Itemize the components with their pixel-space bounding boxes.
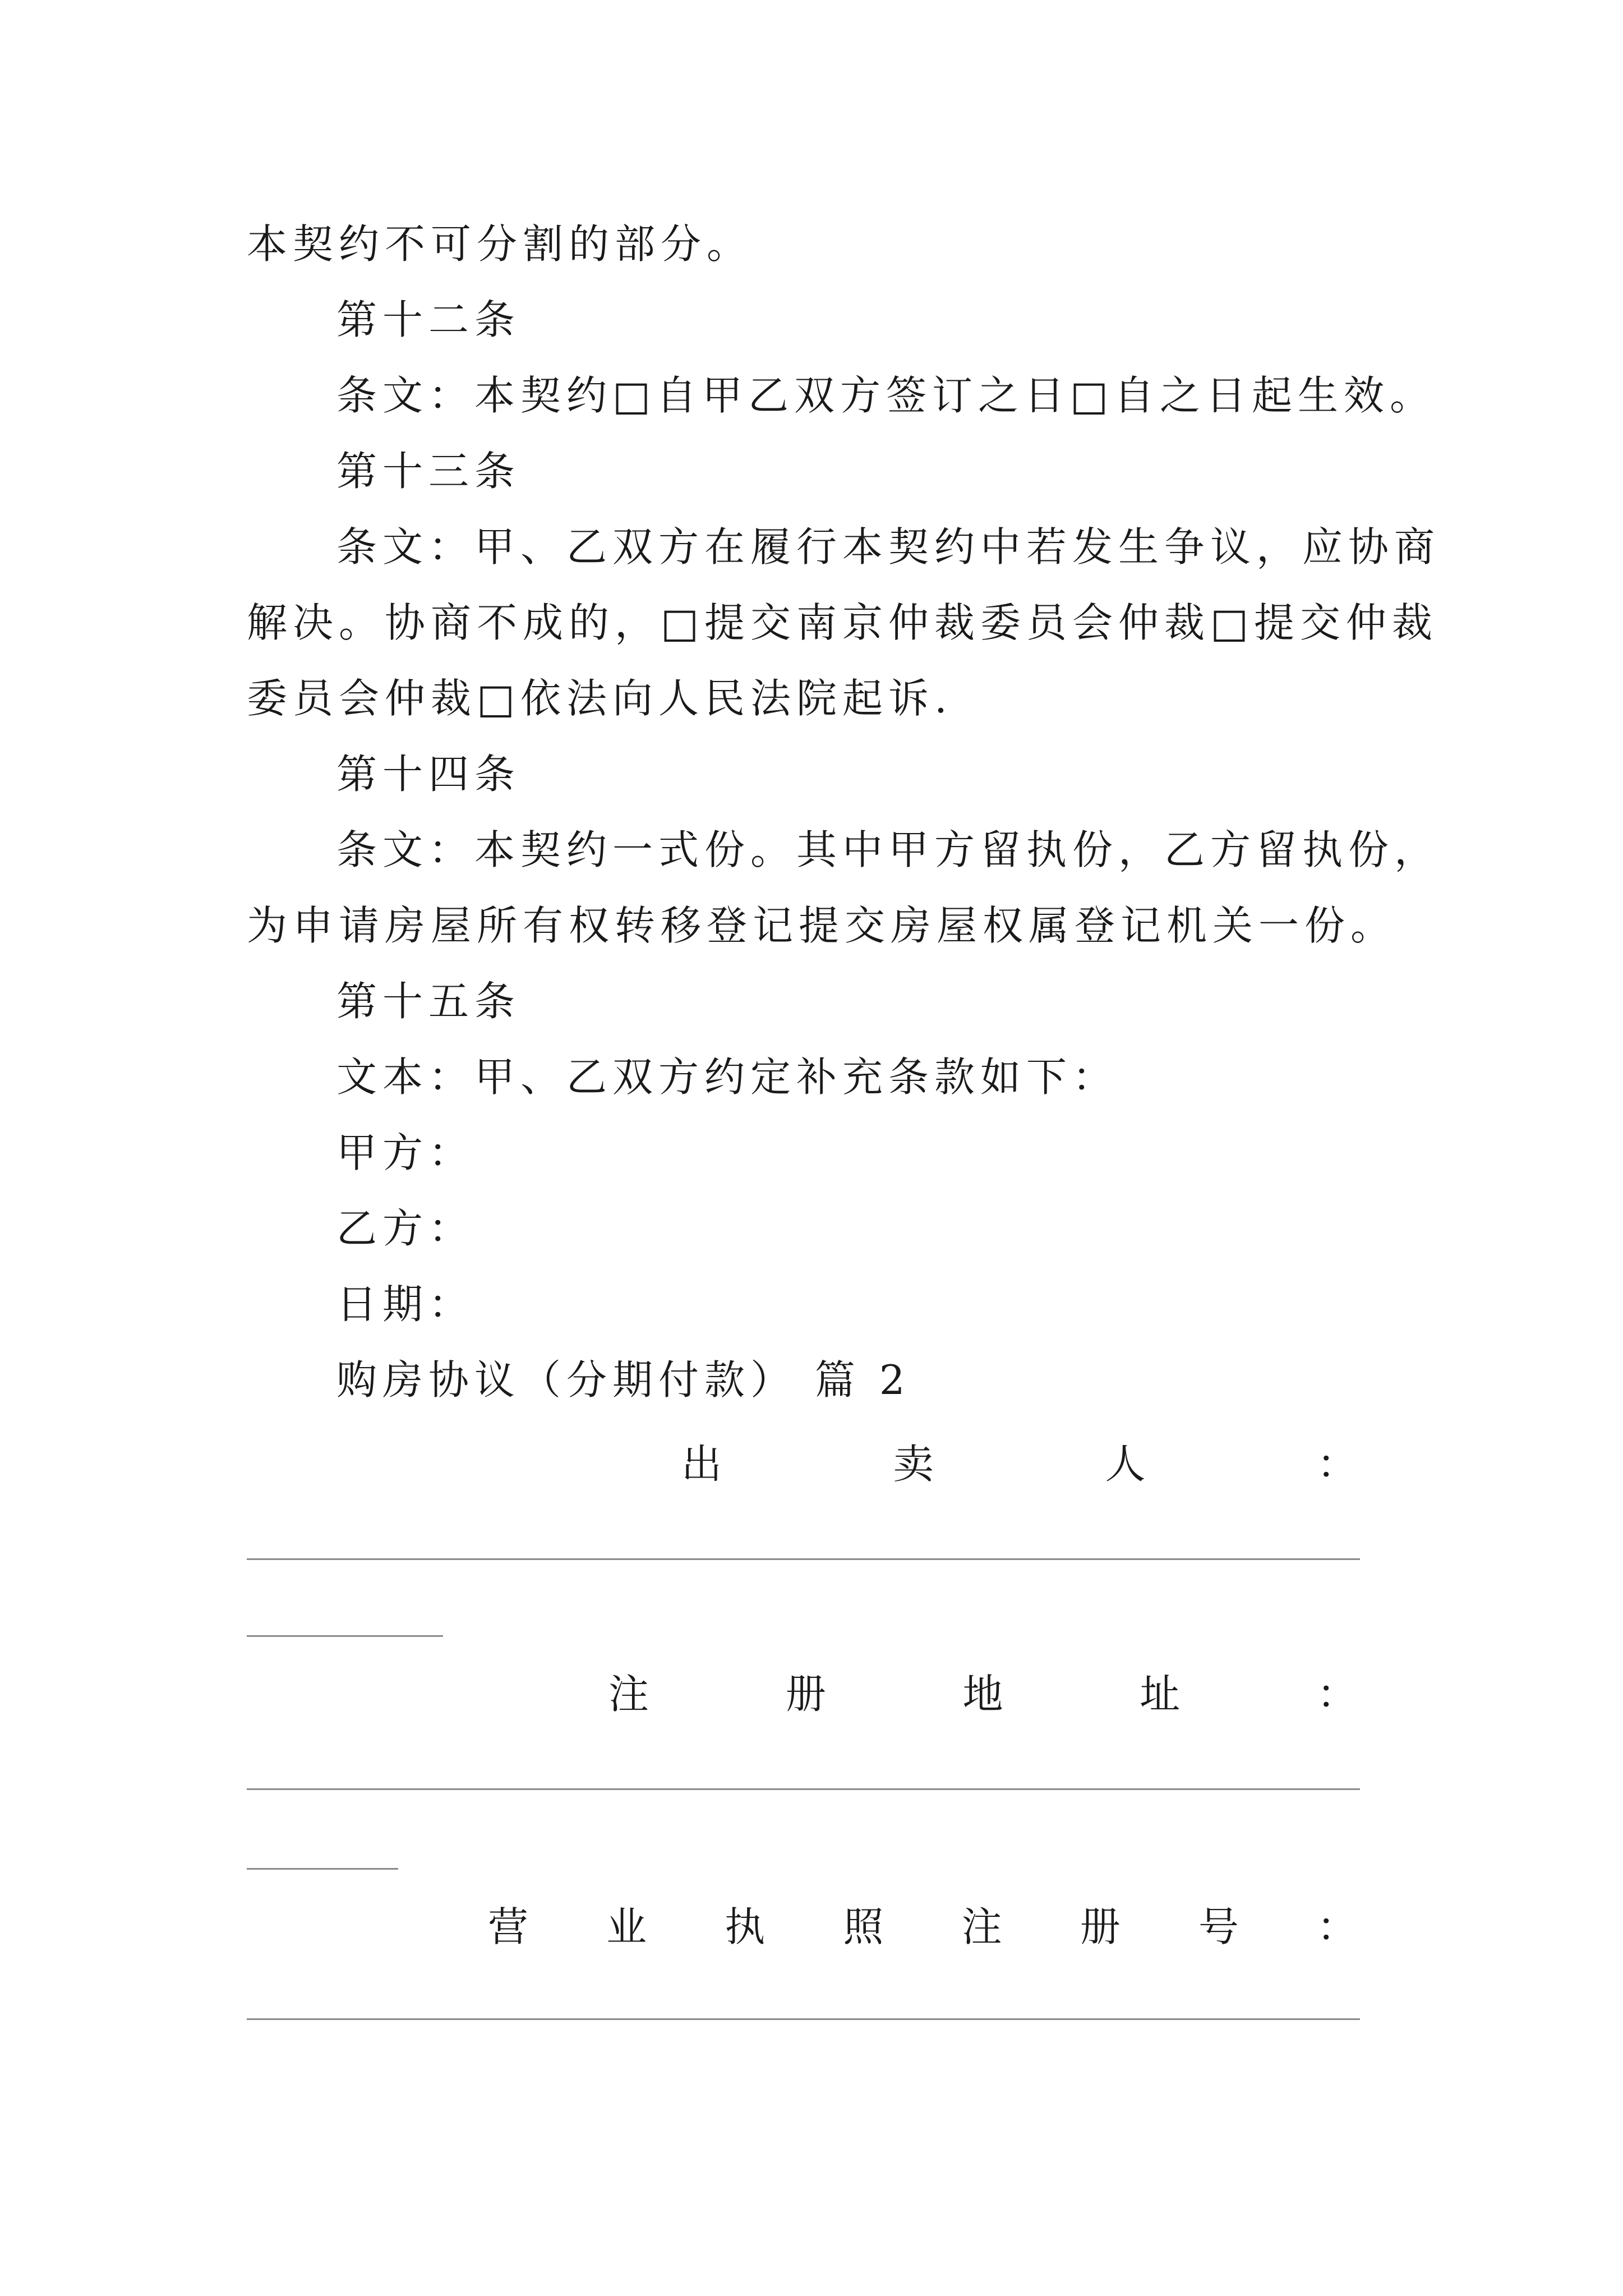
article-heading-14: 第十四条	[336, 751, 521, 798]
label-char: ：	[1316, 1671, 1357, 1718]
seller-field-label	[681, 1439, 1357, 1489]
label-char: 册	[1080, 1903, 1121, 1950]
date-label: 日期：	[336, 1281, 475, 1328]
label-char: ：	[1316, 1903, 1357, 1950]
label-char: 注	[608, 1671, 649, 1718]
paragraph-line: 为申请房屋所有权转移登记提交房屋权属登记机关一份。	[247, 902, 1397, 949]
paragraph-line: 解决。协商不成的，□提交南京仲裁委员会仲裁□提交仲裁	[247, 599, 1438, 646]
address-fill-line	[247, 1788, 1360, 1790]
section-title: 购房协议（分期付款） 篇 2	[336, 1356, 911, 1404]
label-char: 业	[606, 1903, 647, 1950]
paragraph-line: 文本：甲、乙双方约定补充条款如下：	[336, 1053, 1119, 1101]
paragraph-line: 条文：本契约一式份。其中甲方留执份，乙方留执份，	[336, 826, 1441, 873]
registered-address-field-label	[608, 1669, 1357, 1719]
label-char: 营	[488, 1903, 529, 1950]
paragraph-line: 委员会仲裁□依法向人民法院起诉.	[247, 675, 953, 722]
article-heading-12: 第十二条	[336, 296, 521, 343]
article-heading-15: 第十五条	[336, 978, 521, 1025]
license-fill-line	[247, 2018, 1360, 2020]
seller-fill-line	[247, 1558, 1360, 1560]
paragraph-line: 本契约不可分割的部分。	[247, 220, 753, 268]
address-fill-line-end	[247, 1868, 398, 1870]
label-char: 出	[681, 1441, 722, 1488]
label-char: 人	[1105, 1441, 1146, 1488]
seller-fill-line-end	[247, 1635, 443, 1637]
label-char: 执	[725, 1903, 766, 1950]
business-license-field-label	[488, 1902, 1357, 1952]
label-char: 址	[1140, 1671, 1181, 1718]
party-b-label: 乙方：	[336, 1205, 475, 1252]
label-char: 册	[785, 1671, 826, 1718]
label-char: 照	[843, 1903, 884, 1950]
paragraph-line: 条文：甲、乙双方在履行本契约中若发生争议，应协商	[336, 523, 1441, 570]
label-char: 号	[1198, 1903, 1239, 1950]
label-char: ：	[1316, 1441, 1357, 1488]
label-char: 卖	[893, 1441, 934, 1488]
article-heading-13: 第十三条	[336, 448, 521, 495]
label-char: 地	[962, 1671, 1003, 1718]
paragraph-line: 条文：本契约□自甲乙双方签订之日□自之日起生效。	[336, 372, 1436, 419]
label-char: 注	[961, 1903, 1002, 1950]
party-a-label: 甲方：	[336, 1129, 475, 1176]
